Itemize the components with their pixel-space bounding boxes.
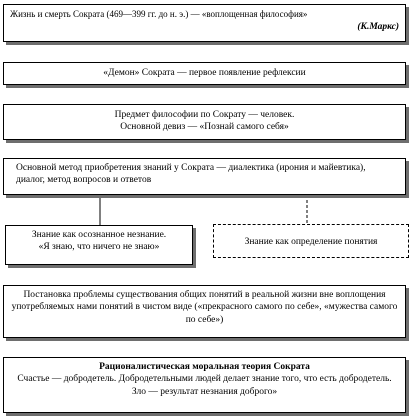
motto-text: Основной девиз — «Познай самого себя» [120, 122, 289, 133]
method-box [3, 158, 406, 195]
marx-attribution: (К.Маркс) [357, 21, 399, 32]
general-concepts-box [3, 285, 406, 338]
moral-theory-box [3, 357, 406, 413]
method-text: Основной метод приобретения знаний у Сократа — диалектика (ирония и майевтика), диалог, метод вопросов и ответов [16, 163, 366, 186]
subject-text: Предмет философии по Сократу — человек. [114, 110, 295, 120]
daemon-box [3, 62, 406, 85]
knowledge-definition-box [213, 224, 409, 258]
socrates-life-box [3, 4, 406, 42]
knowledge-ignorance-text: Знание как осознанное незнание. [31, 230, 167, 240]
general-concepts-text: Постановка проблемы существования общих понятий в реальной жизни вне воплощения употребляемых нами понятий в чистом виде («прекрасного самого по себе», «мужества самого по себе») [11, 290, 398, 325]
daemon-text: «Демон» Сократа — первое появление рефлексии [103, 68, 306, 78]
subject-box [3, 104, 406, 140]
moral-theory-title: Рационалистическая моральная теория Сократа [99, 362, 310, 372]
knowledge-definition-text: Знание как определение понятия [244, 237, 378, 247]
knowledge-ignorance-box [5, 225, 193, 265]
socrates-life-text: Жизнь и смерть Сократа (469—399 гг. до н. э.) — «воплощенная философия» [10, 9, 308, 19]
moral-theory-text: Счастье — добродетель. Добродетельными людей делает знание того, что есть добродетель. Зло — результат незнания доброго» [17, 374, 392, 397]
i-know-nothing-quote: «Я знаю, что ничего не знаю» [38, 242, 160, 253]
